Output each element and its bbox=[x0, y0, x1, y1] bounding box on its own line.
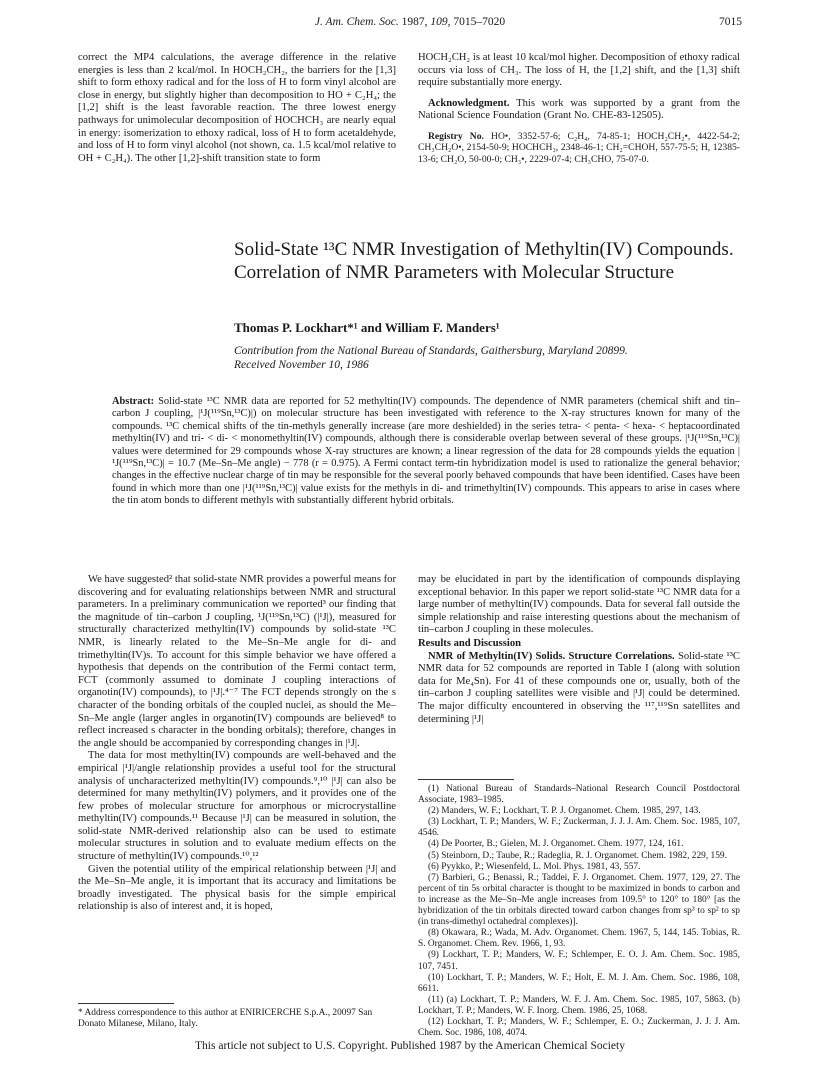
reference-item: (11) (a) Lockhart, T. P.; Manders, W. F. J. Am. Chem. Soc. 1985, 107, 5863. (b) Lockhart, T. P.; Manders, W. F. Inorg. Chem. 1986, 25, 1068. bbox=[418, 994, 740, 1016]
abstract-label: Abstract: bbox=[112, 396, 155, 407]
reference-item: (2) Manders, W. F.; Lockhart, T. P. J. Organomet. Chem. 1985, 297, 143. bbox=[428, 806, 701, 817]
body-paragraph: The data for most methyltin(IV) compounds are well-behaved and the empirical |¹J|/angle relationship provides a useful tool for the structural analysis of uncharacterized methyltin(IV) compounds.⁹,¹⁰ |¹J| can also be determined for many methyltin(IV) polymers, and it provides one of the few probes of molecular structure for amorphous or microcrystalline methyltin(IV) compounds.¹¹ Because |¹J| can be measured in solution, the solid-state NMR-derived relationship also can be used to estimate molecular structures in solution and to evaluate medium effects on the structure of methyltin(IV) compounds.¹⁰,¹² bbox=[78, 750, 396, 863]
footnote-divider bbox=[78, 1003, 174, 1004]
previous-article-left-column bbox=[78, 52, 396, 165]
journal-year: 1987, bbox=[401, 16, 428, 28]
subsection-heading: NMR of Methyltin(IV) Solids. Structure Correlations. bbox=[428, 650, 675, 662]
journal-pages: 7015–7020 bbox=[453, 16, 506, 28]
registry-label: Registry No. bbox=[428, 130, 484, 142]
subsection-text: Solid-state ¹³C NMR data for 52 compounds are reported in Table I (along with solution data for Me₄Sn). For 41 of these compounds one or, usually, both of the tin–carbon J coupling satellites were visible and |¹J| could be determined. The major difficulty encountered in observing the ¹¹⁷,¹¹⁹Sn satellites and determining |¹J| bbox=[418, 650, 740, 725]
affiliation-line: Contribution from the National Bureau of Standards, Gaithersburg, Maryland 20899. bbox=[234, 345, 628, 357]
acknowledgment bbox=[418, 98, 740, 123]
reference-item: (10) Lockhart, T. P.; Manders, W. F.; Holt, E. M. J. Am. Chem. Soc. 1986, 108, 6611. bbox=[418, 972, 740, 994]
body-paragraph: may be elucidated in part by the identification of compounds displaying exceptional behavior. In this paper we report solid-state ¹³C NMR data for a large number of methyltin(IV) compounds. Data for several fall outside the simple relationship and raise interesting questions about the mechanism of tin–carbon J coupling in these molecules. bbox=[418, 574, 740, 636]
article-abstract bbox=[112, 396, 740, 508]
reference-item: (7) Barbieri, G.; Benassi, R.; Taddei, F. J. Organomet. Chem. 1977, 129, 27. The percent of tin 5s orbital character is thought to be maximized in bonds to carbon and to increase as the Me–Sn–Me angle increases from 109.5° to 120° to 180° [as the hybridization of the tin orbitals directed toward carbon changes from sp³ to sp² to sp (in trans-dimethyl octahedral complexes)]. bbox=[418, 872, 740, 928]
body-right-column bbox=[418, 574, 740, 726]
reference-item: (12) Lockhart, T. P.; Manders, W. F.; Schlemper, E. O.; Zuckerman, J. J. J. Am. Chem. Soc. 1986, 108, 4074. bbox=[418, 1016, 740, 1039]
reference-item: (6) Pyykko, P.; Wiesenfeld, L. Mol. Phys. 1981, 43, 557. bbox=[428, 861, 641, 872]
reference-item: (8) Okawara, R.; Wada, M. Adv. Organomet. Chem. 1967, 5, 144, 145. Tobias, R. S. Organomet. Chem. Rev. 1966, 1, 93. bbox=[418, 928, 740, 950]
acknowledgment-label: Acknowledgment. bbox=[428, 97, 510, 109]
reference-item: (1) National Bureau of Standards–National Research Council Postdoctoral Associate, 1983–1985. bbox=[418, 784, 740, 806]
acknowledgment-text: This work was supported by a grant from the National Science Foundation (Grant No. CHE-83-12505). bbox=[418, 97, 740, 122]
previous-article-paragraph: HOCH₂CH₂ is at least 10 kcal/mol higher. Decomposition of ethoxy radical occurs via loss of CH₃. The loss of H, the [1,2] shift, and the [1,3] shift require substantially more energy. bbox=[418, 52, 740, 89]
article-title: Solid-State ¹³C NMR Investigation of Methyltin(IV) Compounds. Correlation of NMR Parameters with Molecular Structure bbox=[234, 239, 734, 283]
abstract-text: Solid-state ¹³C NMR data are reported for 52 methyltin(IV) compounds. The dependence of NMR parameters (chemical shift and tin–carbon J coupling, |¹J(¹¹⁹Sn,¹³C)|) on molecular structure has been investigated with reference to the X-ray structures known for many of the compounds. ¹³C chemical shifts of the tin-methyls generally increase (are more deshielded) in the series tetra- < penta- < hexa- < heptacoordinated methyltin(IV) and tri- < di- < monomethyltin(IV) compounds, although there is considerable overlap between several of these groups. |¹J(¹¹⁹Sn,¹³C)| values were determined for 29 compounds whose X-ray structures are known; a linear regression of the data for 28 compounds yields the equation |¹J(¹¹⁹Sn,¹³C)| = 10.7 (Me–Sn–Me angle) − 778 (r = 0.975). A Fermi contact term-tin hybridization model is used to rationalize the general behavior; changes in the effective nuclear charge of tin may be responsible for the several poorly behaved compounds that have been identified. Cases have been found in which more than one |¹J(¹¹⁹Sn,¹³C)| value exists for the methyls in di- and trimethyltin(IV) compounds. This appears to arise in cases where the tin atom bonds to different methyls with substantially different hybrid orbitals. bbox=[112, 396, 741, 507]
page-footer: This article not subject to U.S. Copyright. Published 1987 by the American Chemical Society bbox=[195, 1040, 625, 1052]
article-affiliation bbox=[234, 344, 734, 372]
registry-text: HO•, 3352-57-6; C₂H₄, 74-85-1; HOCH₂CH₂•, 4422-54-2; CH₃CH₂O•, 2154-50-9; HOCHCH₃, 2348-46-1; CH₂=CHOH, 557-75-5; H, 12385-13-6; CH₂O, 50-00-0; CH₃•, 2229-07-4; CH₃CHO, 75-07-0. bbox=[418, 130, 740, 165]
page-number: 7015 bbox=[719, 16, 742, 28]
journal-citation bbox=[78, 16, 742, 28]
body-left-column bbox=[78, 574, 396, 914]
correspondence-footnote: * Address correspondence to this author at ENIRICERCHE S.p.A., 20097 San Donato Milanese, Milano, Italy. bbox=[78, 1008, 373, 1029]
registry-numbers bbox=[418, 131, 740, 165]
reference-item: (5) Steinborn, D.; Taube, R.; Radeglia, R. J. Organomet. Chem. 1982, 229, 159. bbox=[428, 850, 727, 861]
article-authors: Thomas P. Lockhart*¹ and William F. Manders¹ bbox=[234, 320, 500, 335]
previous-article-right-column bbox=[418, 52, 740, 165]
received-date: Received November 10, 1986 bbox=[234, 359, 369, 371]
body-paragraph: We have suggested² that solid-state NMR provides a powerful means for discovering and for evaluating relationships between NMR and structural parameters. In a preliminary communication we reported³ our finding that the magnitude of tin–carbon J coupling, ¹J(¹¹⁹Sn,¹³C) (|¹J|), measured for structurally characterized methyltin(IV) compounds by solid-state ¹³C NMR, is linearly related to the Me–Sn–Me angle for di- and trimethyltin(IV)s. To account for this simple behavior we have offered a hypothesis that depends on the contribution of the Fermi contact term, FCT (commonly assumed to dominate J coupling interactions of organotin(IV) compounds), to |¹J|.⁴⁻⁷ The FCT depends strongly on the s character of the bonding orbitals of the coupled nuclei, as should the Me–Sn–Me angle (larger angles in organotin(IV) compounds are believed⁸ to reflect increased s character in the bonding orbitals); therefore, changes in the angle should be accompanied by corresponding changes in |¹J|. bbox=[78, 574, 396, 749]
references-list bbox=[418, 784, 740, 1039]
references-divider bbox=[418, 779, 514, 780]
section-heading: Results and Discussion bbox=[418, 637, 522, 649]
previous-article-paragraph: correct the MP4 calculations, the average difference in the relative energies is less than 2 kcal/mol. In HOCH₂CH₂, the barriers for the [1,3] shift to form ethoxy radical and for the loss of H to form vinyl alcohol are close in energy, but slightly higher than decomposition to HO + C₂H₄; the [1,2] shift is the least favorable reaction. The three lowest energy pathways for unimolecular decomposition of HOCHCH₃ are nearly equal in energy: isomerization to ethoxy radical, loss of H to form acetaldehyde, and loss of H to form vinyl alcohol (not shown, ca. 1.5 kcal/mol relative to OH + C₂H₄). The other [1,2]-shift transition state to form bbox=[78, 52, 396, 164]
body-paragraph: Given the potential utility of the empirical relationship between |¹J| and the Me–Sn–Me angle, it is important that its accuracy and limitations be broadly investigated. The physical basis for the simple empirical relationship is also of interest and, it is hoped, bbox=[78, 863, 396, 913]
running-header bbox=[78, 16, 742, 32]
subsection-paragraph bbox=[418, 651, 740, 727]
journal-volume: 109, bbox=[430, 16, 451, 28]
journal-name: J. Am. Chem. Soc. bbox=[314, 16, 399, 28]
reference-item: (3) Lockhart, T. P.; Manders, W. F.; Zuckerman, J. J. J. Am. Chem. Soc. 1985, 107, 4546. bbox=[418, 817, 740, 839]
reference-item: (4) De Poorter, B.; Gielen, M. J. Organomet. Chem. 1977, 124, 161. bbox=[428, 839, 684, 850]
reference-item: (9) Lockhart, T. P.; Manders, W. F.; Schlemper, E. O. J. Am. Chem. Soc. 1985, 107, 7451. bbox=[418, 950, 740, 972]
